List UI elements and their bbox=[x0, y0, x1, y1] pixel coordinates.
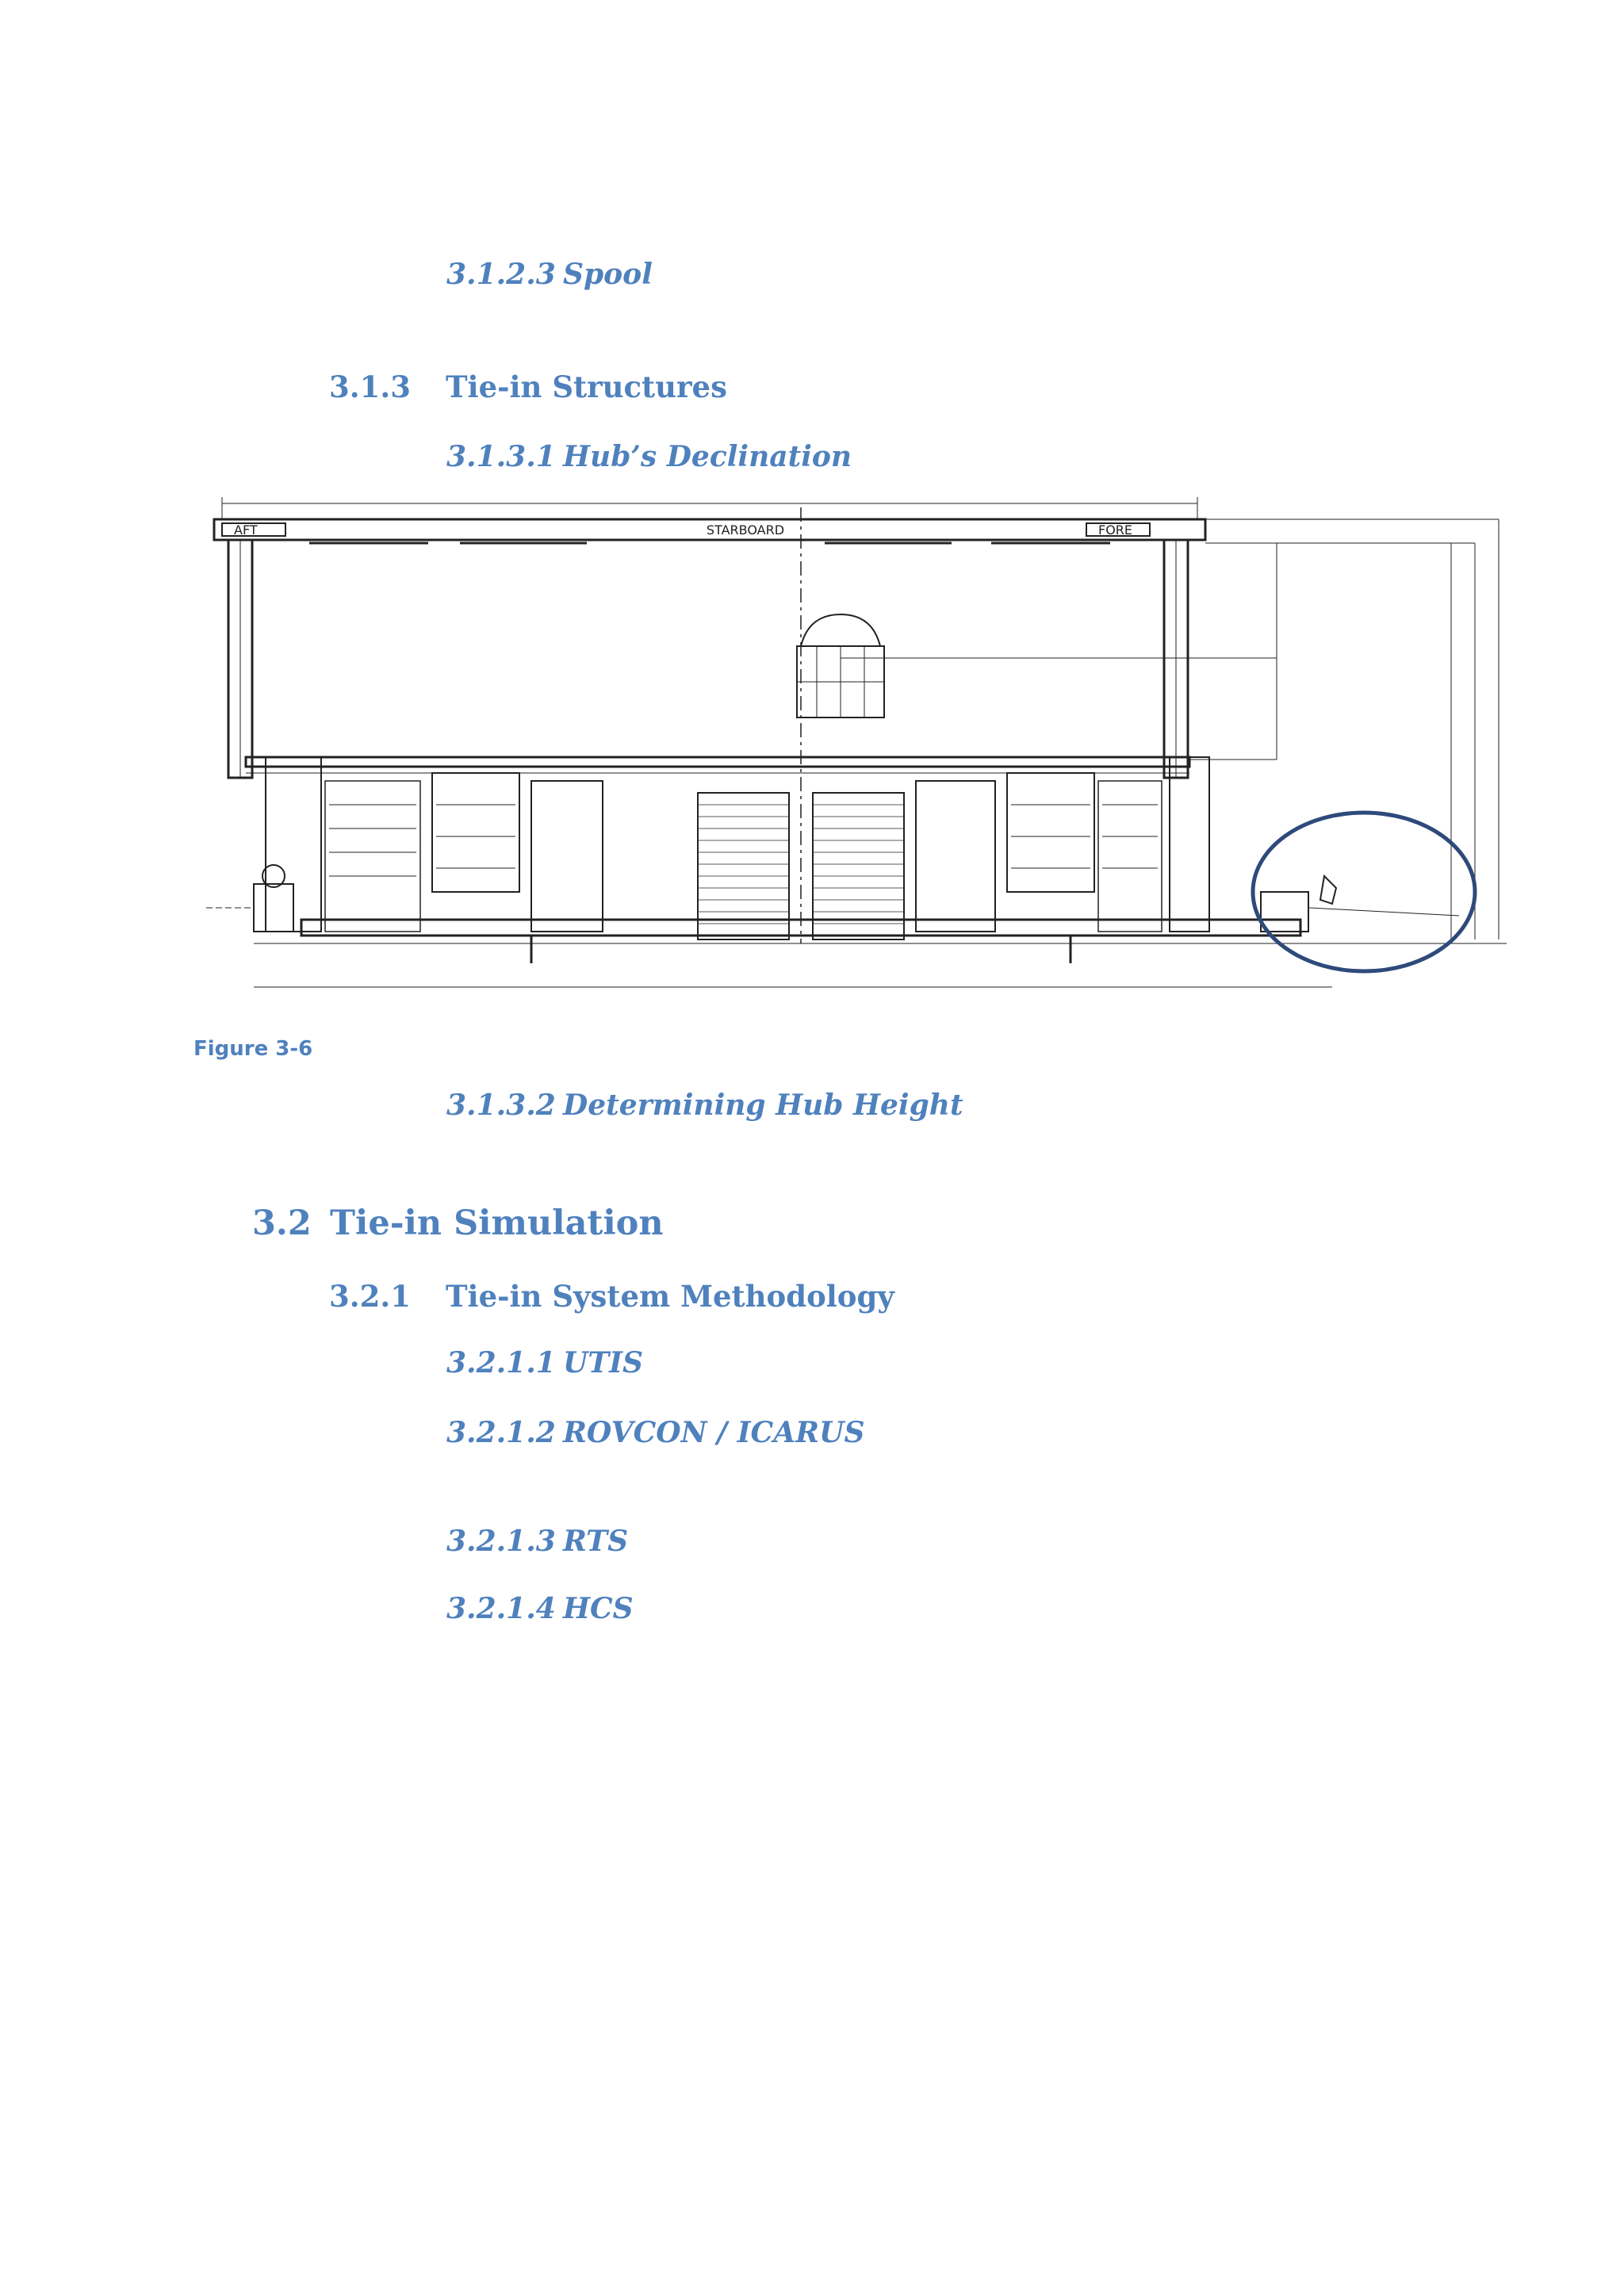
heading-title: UTIS bbox=[563, 1346, 644, 1380]
heading-number: 3.1.3 bbox=[329, 369, 411, 404]
label-aft: AFT bbox=[234, 522, 258, 538]
heading-number: 3.2.1.4 bbox=[446, 1592, 556, 1625]
heading-number: 3.2 bbox=[252, 1203, 312, 1243]
heading-title: Spool bbox=[563, 258, 653, 291]
heading-number: 3.2.1.3 bbox=[446, 1525, 556, 1558]
heading-title: ROVCON / ICARUS bbox=[563, 1416, 865, 1449]
heading-title: HCS bbox=[563, 1592, 634, 1625]
heading-number: 3.1.3.2 bbox=[446, 1089, 556, 1122]
heading-title: Tie-in Structures bbox=[446, 369, 727, 404]
heading-number: 3.1.3.1 bbox=[446, 440, 556, 473]
heading-title: Tie-in System Methodology bbox=[446, 1279, 894, 1314]
heading-title: Determining Hub Height bbox=[563, 1089, 963, 1122]
label-starboard: STARBOARD bbox=[706, 522, 785, 538]
heading-number: 3.2.1 bbox=[329, 1279, 411, 1314]
heading-title: Hub’s Declination bbox=[563, 440, 852, 473]
heading-number: 3.2.1.2 bbox=[446, 1416, 556, 1449]
figure-caption: Figure 3-6 bbox=[193, 1037, 313, 1061]
label-fore: FORE bbox=[1098, 522, 1133, 538]
tie-in-structure-drawing bbox=[190, 488, 1507, 999]
heading-number: 3.1.2.3 bbox=[446, 258, 556, 291]
heading-title: Tie-in Simulation bbox=[330, 1203, 664, 1243]
heading-title: RTS bbox=[563, 1525, 629, 1558]
heading-number: 3.2.1.1 bbox=[446, 1346, 556, 1380]
